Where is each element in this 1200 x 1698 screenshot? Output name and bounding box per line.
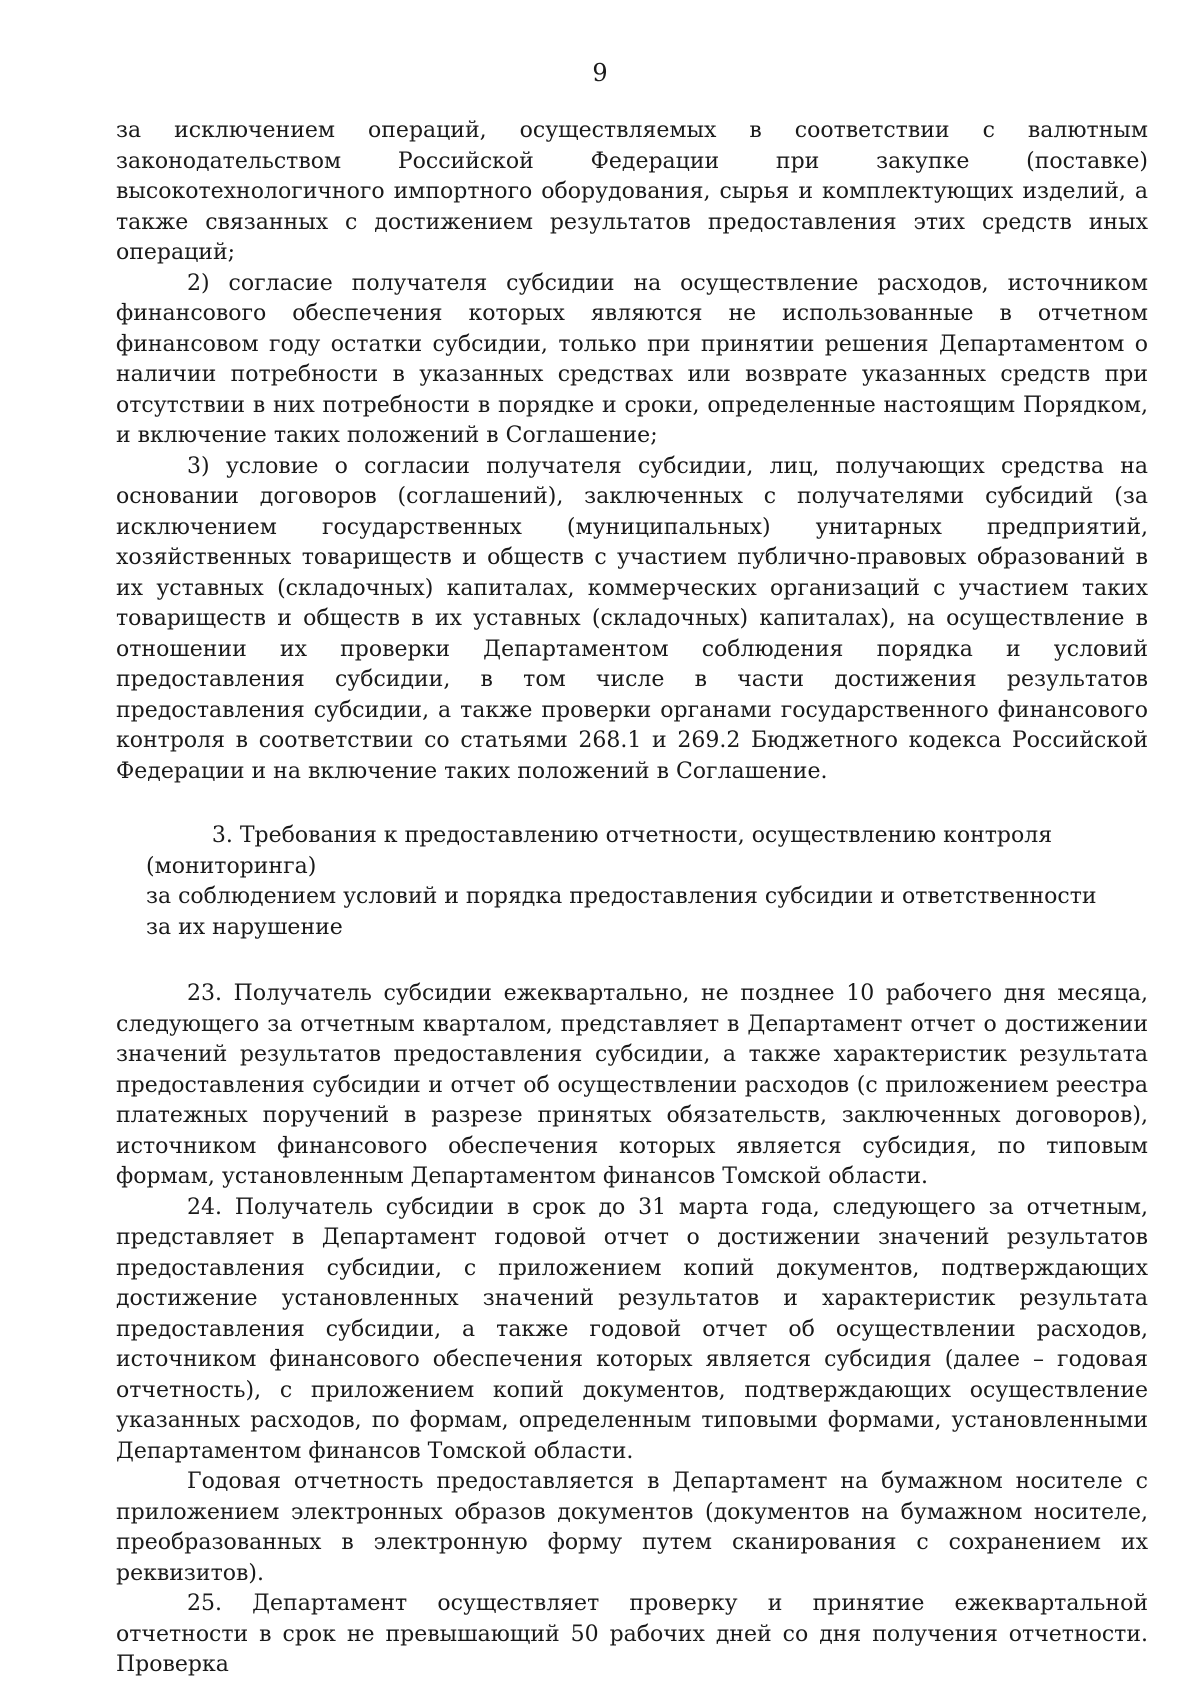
paragraph-annual-reporting: Годовая отчетность предоставляется в Департамент на бумажном носителе с приложением электронных образов документов (документов на бумажном носителе, преобразованных в электронную форму путем сканирования с сохранением их реквизитов). bbox=[116, 1469, 1148, 1586]
section-heading-line-2: за соблюдением условий и порядка предоставления субсидии и ответственности bbox=[146, 884, 1097, 909]
page-number: 9 bbox=[592, 59, 608, 87]
paragraph-item-3: 3) условие о согласии получателя субсидии, лиц, получающих средства на основании договоров (соглашений), заключенных с получателями субсидий (за исключением государственных (муниципальных) унитарных предприятий, хозяйственных товариществ и обществ с участием публично-правовых образований в их уставных (складочных) капиталах, коммерческих организаций с участием таких товариществ и обществ в их уставных (складочных) капиталах), на осуществление в отношении их проверки Департаментом соблюдения порядка и условий предоставления субсидии, в том числе в части достижения результатов предоставления субсидии, а также проверки органами государственного финансового контроля в соответствии со статьями 268.1 и 269.2 Бюджетного кодекса Российской Федерации и на включение таких положений в Соглашение. bbox=[116, 453, 1148, 784]
paragraph-24: 24. Получатель субсидии в срок до 31 марта года, следующего за отчетным, представляет в Департамент годовой отчет о достижении значений результатов предоставления субсидии, с приложением копий документов, подтверждающих достижение установленных значений результатов и характеристик результата предоставления субсидии, а также годовой отчет об осуществлении расходов, источником финансового обеспечения которых является субсидия (далее – годовая отчетность), с приложением копий документов, подтверждающих осуществление указанных расходов, по формам, определенным типовыми формами, установленными Департаментом финансов Томской области. bbox=[116, 1194, 1148, 1464]
paragraph-continuation: за исключением операций, осуществляемых в соответствии с валютным законодательством Российской Федерации при закупке (поставке) высокотехнологичного импортного оборудования, сырья и комплектующих изделий, а также связанных с достижением результатов предоставления этих средств иных операций; bbox=[116, 118, 1148, 265]
section-heading bbox=[116, 821, 1148, 943]
section-heading-line-3: за их нарушение bbox=[146, 914, 343, 940]
paragraph-25: 25. Департамент осуществляет проверку и принятие ежеквартальной отчетности в срок не превышающий 50 рабочих дней со дня получения отчетности. Проверка bbox=[116, 1591, 1148, 1677]
paragraph-23: 23. Получатель субсидии ежеквартально, не позднее 10 рабочего дня месяца, следующего за отчетным кварталом, представляет в Департамент отчет о достижении значений результатов предоставления субсидии, а также характеристик результата предоставления субсидии и отчет об осуществлении расходов (с приложением реестра платежных поручений в разрезе принятых обязательств, заключенных договоров), источником финансового обеспечения которых является субсидия, по типовым формам, установленным Департаментом финансов Томской области. bbox=[116, 981, 1148, 1189]
section-heading-line-1: 3. Требования к предоставлению отчетности, осуществлению контроля (мониторинга) bbox=[146, 823, 1053, 879]
document-body bbox=[116, 116, 1148, 1681]
paragraph-item-2: 2) согласие получателя субсидии на осуществление расходов, источником финансового обеспечения которых являются не использованные в отчетном финансовом году остатки субсидии, только при принятии решения Департаментом о наличии потребности в указанных средствах или возврате указанных средств при отсутствии в них потребности в порядке и сроки, определенные настоящим Порядком, и включение таких положений в Соглашение; bbox=[116, 270, 1148, 448]
